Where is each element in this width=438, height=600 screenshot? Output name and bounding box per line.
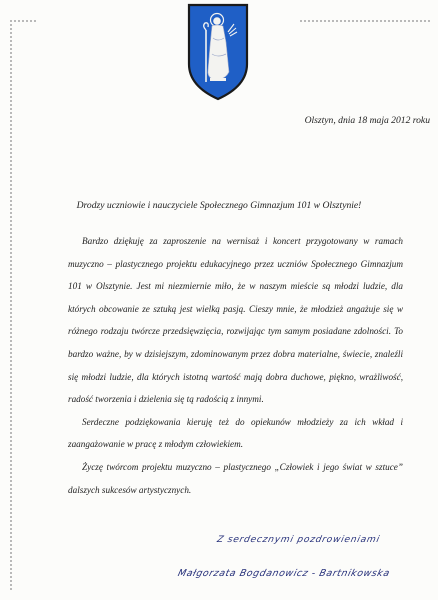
paragraph-2: Serdeczne podziękowania kieruję też do opiekunów młodzieży za ich wkład i zaangażowanie w pracę z młodym człowiekiem.	[68, 416, 403, 450]
handwritten-closing: Z serdecznymi pozdrowieniami	[215, 535, 381, 545]
decorative-border-top	[10, 20, 38, 22]
letter-body	[68, 230, 403, 501]
paragraph-3: Życzę twórcom projektu muzyczno – plastycznego „Człowiek i jego świat w sztuce” dalszych sukcesów artystycznych.	[68, 461, 403, 495]
handwritten-signature: Małgorzata Bogdanowicz - Bartnikowska	[176, 568, 392, 579]
paragraph-1: Bardzo dziękuję za zaproszenie na wernisaż i koncert przygotowany w ramach muzyczno – plastycznego projektu edukacyjnego przez uczniów Społecznego Gimnazjum 101 w Olsztynie. Jest mi niezmiernie miło, że w naszym mieście są młodzi ludzie, dla których obcowanie ze sztuką jest wielką pasją. Cieszy mnie, że młodzież angażuje się w różnego rodzaju twórcze przedsięwzięcia, rozwijając tym samym posiadane zdolności. To bardzo ważne, by w dzisiejszym, zdominowanym przez dobra materialne, świecie, znaleźli się młodzi ludzie, dla których istotną wartość mają dobra duchowe, piękno, wrażliwość, radość tworzenia i dzielenia się tą radością z innymi.	[68, 236, 403, 405]
olsztyn-coat-of-arms-icon	[186, 2, 250, 102]
greeting-line: Drodzy uczniowie i nauczyciele Społecznego Gimnazjum 101 w Olsztynie!	[76, 200, 362, 211]
date-line: Olsztyn, dnia 18 maja 2012 roku	[304, 115, 430, 126]
decorative-border-top-right	[300, 20, 430, 22]
decorative-border-left	[10, 20, 12, 590]
